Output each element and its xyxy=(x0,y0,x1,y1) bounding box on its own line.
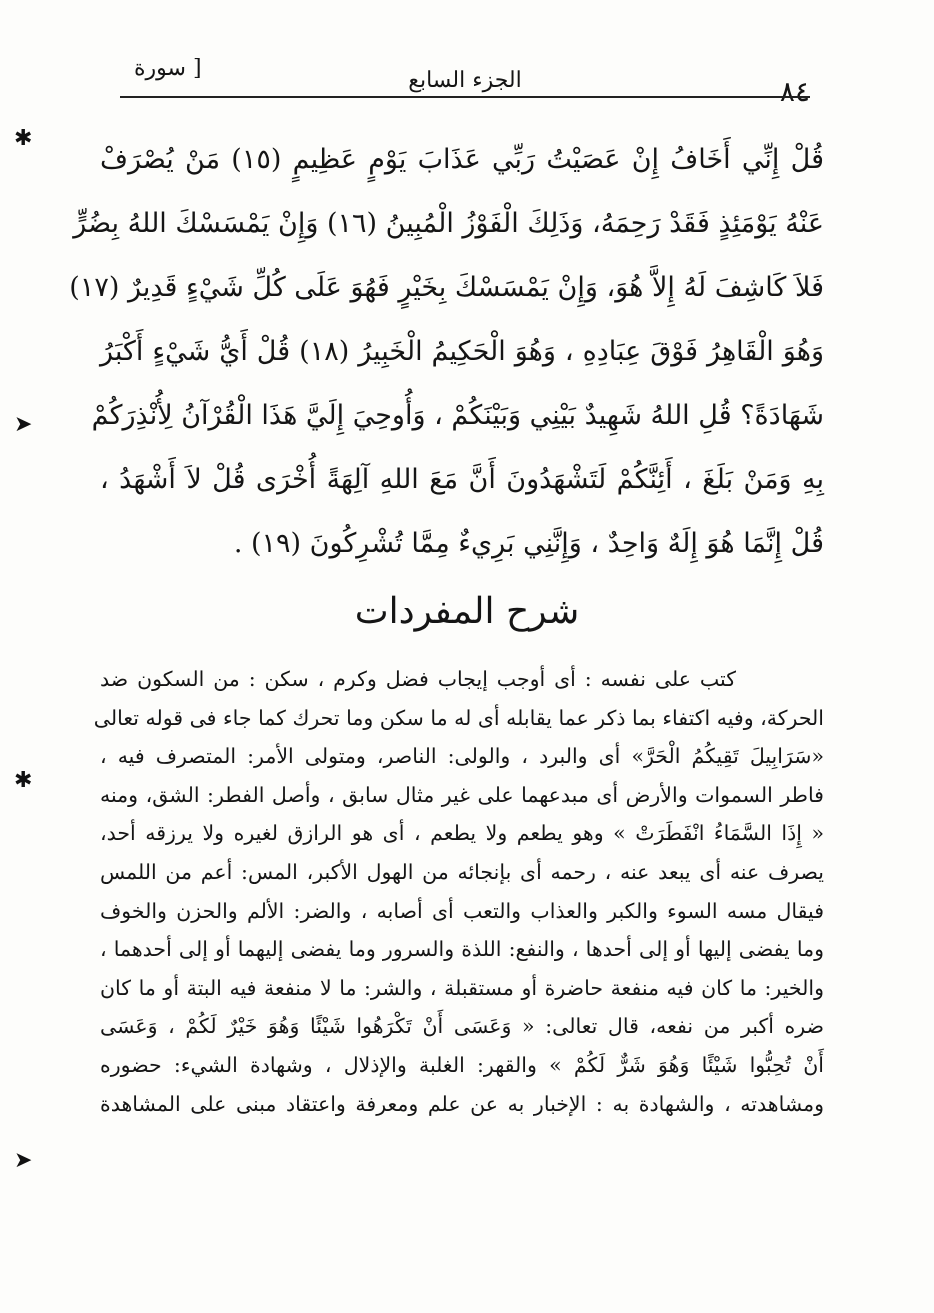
verse-line: قُلْ إِنِّي أَخَافُ إِنْ عَصَيْتُ رَبِّي عَذَابَ يَوْمٍ عَظِيمٍ (١٥) مَنْ يُصْرَفْ xyxy=(100,144,825,175)
commentary-line: وما يفضى إليها أو إلى أحدها ، والنفع: اللذة والسرور وما يفضى إليهما أو إلى أحدهما ، xyxy=(100,937,824,962)
margin-star-icon: ✱ xyxy=(14,126,33,151)
commentary-line: فيقال مسه السوء والكبر والعذاب والتعب أى أصابه ، والضر: الألم والحزن والخوف xyxy=(100,898,824,923)
quran-verses xyxy=(69,128,825,576)
verse-line: شَهَادَةً؟ قُلِ اللهُ شَهِيدٌ بَيْنِي وَبَيْنَكُمْ ، وَأُوحِيَ إِلَيَّ هَذَا الْقُرْآنُ لِأُنْذِرَكُمْ xyxy=(91,400,824,431)
commentary-line: والخير: ما كان فيه منفعة حاضرة أو مستقبلة ، والشر: ما لا منفعة فيه البتة أو ما كان xyxy=(100,975,824,1000)
juz-title: الجزء السابع xyxy=(408,68,522,93)
header-rule xyxy=(120,96,810,98)
verse-line: عَنْهُ يَوْمَئِذٍ فَقَدْ رَحِمَهُ، وَذَلِكَ الْفَوْزُ الْمُبِينُ (١٦) وَإِنْ يَمْسَسْكَ اللهُ بِضُرٍّ xyxy=(73,208,824,239)
verse-line: بِهِ وَمَنْ بَلَغَ ، أَئِنَّكُمْ لَتَشْهَدُونَ أَنَّ مَعَ اللهِ آلِهَةً أُخْرَى قُلْ لاَ أَشْهَدُ ، xyxy=(100,464,824,495)
commentary-line: ومشاهدته ، والشهادة به : الإخبار به عن علم ومعرفة واعتقاد مبنى على المشاهدة xyxy=(100,1091,824,1116)
margin-arrow-icon: ➤ xyxy=(14,412,33,437)
commentary-text xyxy=(93,660,824,1123)
page-header xyxy=(120,48,810,108)
commentary-line: كتب على نفسه : أى أوجب إيجاب فضل وكرم ، سكن : من السكون ضد xyxy=(100,667,736,691)
section-title: شرح المفردات xyxy=(354,591,580,632)
commentary-line: «سَرَابِيلَ تَقِيكُمُ الْحَرَّ» أى والبرد ، والولى: الناصر، ومتولى الأمر: المتصرف فيه ، xyxy=(100,744,824,769)
commentary-line: يصرف عنه أى يبعد عنه ، رحمه أى بإنجائه من الهول الأكبر، المس: أعم من اللمس xyxy=(100,859,824,884)
margin-arrow-icon: ➤ xyxy=(14,1148,33,1173)
commentary-line: ضره أكبر من نفعه، قال تعالى: « وَعَسَى أَنْ تَكْرَهُوا شَيْئًا وَهُوَ خَيْرٌ لَكُمْ ، وَعَسَى xyxy=(100,1014,824,1039)
surah-label: [ سورة xyxy=(134,56,202,81)
page-number: ٨٤ xyxy=(779,75,810,108)
commentary-line: فاطر السموات والأرض أى مبدعهما على غير مثال سابق ، وأصل الفطر: الشق، ومنه xyxy=(100,782,824,807)
verse-line: فَلاَ كَاشِفَ لَهُ إِلاَّ هُوَ، وَإِنْ يَمْسَسْكَ بِخَيْرٍ فَهُوَ عَلَى كُلِّ شَيْءٍ قَدِيرٌ (١٧) xyxy=(69,272,824,303)
commentary-line: الحركة، وفيه اكتفاء بما ذكر عما يقابله أى له ما سكن وما تحرك كما جاء فى قوله تعالى xyxy=(93,705,824,730)
commentary-line: أَنْ تُحِبُّوا شَيْئًا وَهُوَ شَرٌّ لَكُمْ » والقهر: الغلبة والإذلال ، وشهادة الشيء: حضوره xyxy=(100,1052,824,1077)
verse-line: قُلْ إِنَّمَا هُوَ إِلَهٌ وَاحِدٌ ، وَإِنَّنِي بَرِيءٌ مِمَّا تُشْرِكُونَ (١٩) . xyxy=(233,528,824,559)
verse-line: وَهُوَ الْقَاهِرُ فَوْقَ عِبَادِهِ ، وَهُوَ الْحَكِيمُ الْخَبِيرُ (١٨) قُلْ أَيُّ شَيْءٍ أَكْبَرُ xyxy=(100,336,824,367)
commentary-line: « إِذَا السَّمَاءُ انْفَطَرَتْ » وهو يطعم ولا يطعم ، أى هو الرازق لغيره ولا يرزقه أحد، xyxy=(100,821,824,846)
margin-star-icon: ✱ xyxy=(14,768,33,793)
